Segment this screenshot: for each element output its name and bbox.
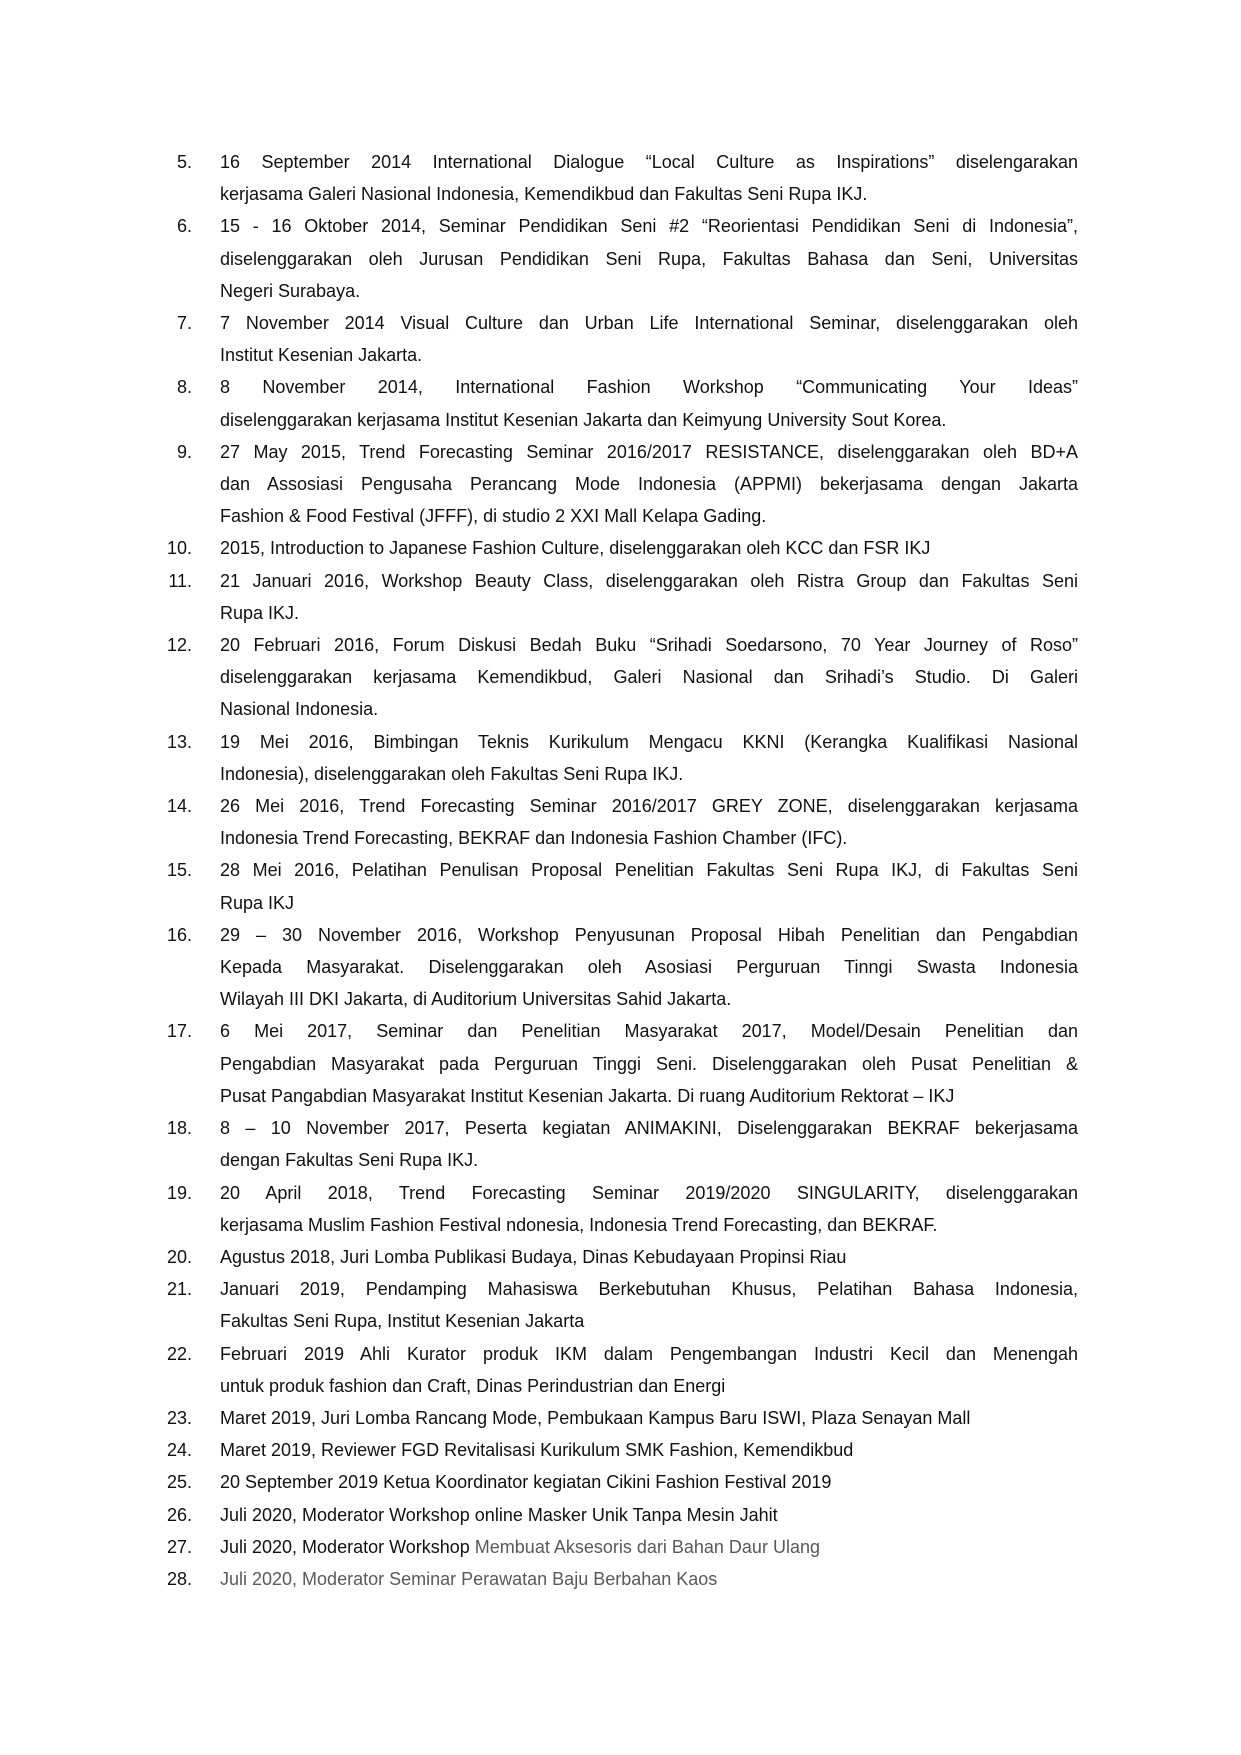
item-text	[220, 146, 1078, 210]
text-segment: 26 Mei 2016, Trend Forecasting Seminar 2016/2017 GREY ZONE, diselenggarakan kerjasama	[220, 796, 1078, 817]
text-line	[220, 1112, 1078, 1144]
text-segment: 29 – 30 November 2016, Workshop Penyusunan Proposal Hibah Penelitian dan Pengabdian	[220, 924, 1078, 945]
item-text	[220, 1531, 1078, 1563]
text-segment: Pusat Pangabdian Masyarakat Institut Kesenian Jakarta. Di ruang Auditorium Rektorat – IKJ	[220, 1085, 955, 1106]
text-line	[220, 436, 1078, 468]
text-line	[220, 1048, 1078, 1080]
text-line	[220, 1370, 1078, 1402]
list-item	[158, 919, 1078, 1016]
item-number: 26.	[166, 1504, 192, 1525]
item-text	[220, 1015, 1078, 1112]
text-line	[220, 1338, 1078, 1370]
muted-text-segment: Juli 2020, Moderator Seminar Perawatan Baju Berbahan Kaos	[220, 1568, 718, 1589]
list-item	[158, 565, 1078, 629]
text-segment: Indonesia Trend Forecasting, BEKRAF dan Indonesia Fashion Chamber (IFC).	[220, 828, 848, 849]
list-item	[158, 146, 1078, 210]
list-item	[158, 210, 1078, 307]
text-line	[220, 565, 1078, 597]
item-number: 12.	[166, 635, 192, 656]
item-number: 6.	[176, 216, 192, 237]
text-segment: Institut Kesenian Jakarta.	[220, 345, 423, 366]
text-line	[220, 726, 1078, 758]
item-number: 18.	[166, 1118, 192, 1139]
text-line	[220, 371, 1078, 403]
text-line	[220, 790, 1078, 822]
item-number: 28.	[166, 1568, 192, 1589]
text-segment: diselenggarakan kerjasama Institut Kesenian Jakarta dan Keimyung University Sout Korea.	[220, 409, 947, 430]
text-line	[220, 1305, 1078, 1337]
item-number: 9.	[176, 441, 192, 462]
list-item	[158, 1015, 1078, 1112]
item-text	[220, 1241, 1078, 1273]
item-number: 11.	[168, 570, 192, 591]
text-line	[220, 468, 1078, 500]
item-text	[220, 1273, 1078, 1337]
item-text	[220, 1338, 1078, 1402]
text-line	[220, 243, 1078, 275]
list-item	[158, 1241, 1078, 1273]
text-segment: 6 Mei 2017, Seminar dan Penelitian Masyarakat 2017, Model/Desain Penelitian dan	[220, 1021, 1078, 1042]
list-item	[158, 1338, 1078, 1402]
item-text	[220, 307, 1078, 371]
item-number: 17.	[166, 1021, 192, 1042]
text-segment: Maret 2019, Reviewer FGD Revitalisasi Kurikulum SMK Fashion, Kemendikbud	[220, 1440, 854, 1461]
list-item	[158, 1112, 1078, 1176]
text-segment: dengan Fakultas Seni Rupa IKJ.	[220, 1150, 479, 1171]
list-item	[158, 1499, 1078, 1531]
text-segment: Rupa IKJ	[220, 892, 295, 913]
text-line	[220, 1466, 1078, 1498]
text-line	[220, 597, 1078, 629]
text-segment: 21 Januari 2016, Workshop Beauty Class, diselenggarakan oleh Ristra Group dan Fakultas Seni	[220, 570, 1078, 591]
text-segment: Juli 2020, Moderator Workshop	[220, 1536, 475, 1557]
text-segment: 15 - 16 Oktober 2014, Seminar Pendidikan Seni #2 “Reorientasi Pendidikan Seni di Indonesia”,	[220, 216, 1078, 237]
text-line	[220, 1402, 1078, 1434]
text-line	[220, 629, 1078, 661]
text-segment: diselenggarakan kerjasama Kemendikbud, Galeri Nasional dan Srihadi’s Studio. Di Galeri	[220, 667, 1078, 688]
text-line	[220, 1177, 1078, 1209]
text-line	[220, 500, 1078, 532]
list-item	[158, 790, 1078, 854]
text-segment: 20 Februari 2016, Forum Diskusi Bedah Buku “Srihadi Soedarsono, 70 Year Journey of Roso”	[220, 635, 1078, 656]
text-segment: Wilayah III DKI Jakarta, di Auditorium Universitas Sahid Jakarta.	[220, 989, 732, 1010]
list-item	[158, 307, 1078, 371]
list-item	[158, 371, 1078, 435]
text-line	[220, 1144, 1078, 1176]
item-text	[220, 210, 1078, 307]
list-item	[158, 532, 1078, 564]
text-segment: Rupa IKJ.	[220, 602, 300, 623]
item-text	[220, 1434, 1078, 1466]
item-number: 23.	[166, 1407, 192, 1428]
item-number: 16.	[166, 924, 192, 945]
list-item	[158, 1177, 1078, 1241]
text-segment: 2015, Introduction to Japanese Fashion Culture, diselenggarakan oleh KCC dan FSR IKJ	[220, 538, 931, 559]
text-line	[220, 661, 1078, 693]
text-line	[220, 1434, 1078, 1466]
item-text	[220, 1499, 1078, 1531]
text-segment: Februari 2019 Ahli Kurator produk IKM dalam Pengembangan Industri Kecil dan Menengah	[220, 1343, 1078, 1364]
text-segment: Juli 2020, Moderator Workshop online Masker Unik Tanpa Mesin Jahit	[220, 1504, 778, 1525]
text-segment: kerjasama Muslim Fashion Festival ndonesia, Indonesia Trend Forecasting, dan BEKRAF.	[220, 1214, 938, 1235]
item-number: 7.	[176, 313, 192, 334]
item-number: 15.	[166, 860, 192, 881]
text-line	[220, 146, 1078, 178]
item-text	[220, 1112, 1078, 1176]
item-text	[220, 565, 1078, 629]
text-segment: Maret 2019, Juri Lomba Rancang Mode, Pembukaan Kampus Baru ISWI, Plaza Senayan Mall	[220, 1407, 971, 1428]
text-line	[220, 339, 1078, 371]
text-line	[220, 758, 1078, 790]
item-text	[220, 371, 1078, 435]
seminar-list	[158, 146, 1078, 1595]
item-text	[220, 919, 1078, 1016]
list-item	[158, 854, 1078, 918]
text-line	[220, 822, 1078, 854]
text-segment: Agustus 2018, Juri Lomba Publikasi Budaya, Dinas Kebudayaan Propinsi Riau	[220, 1246, 847, 1267]
item-text	[220, 1402, 1078, 1434]
text-segment: 27 May 2015, Trend Forecasting Seminar 2016/2017 RESISTANCE, diselenggarakan oleh BD+A	[220, 441, 1078, 462]
text-segment: untuk produk fashion dan Craft, Dinas Perindustrian dan Energi	[220, 1375, 726, 1396]
text-segment: Fashion & Food Festival (JFFF), di studio 2 XXI Mall Kelapa Gading.	[220, 506, 767, 527]
text-segment: Fakultas Seni Rupa, Institut Kesenian Jakarta	[220, 1311, 585, 1332]
list-item	[158, 629, 1078, 726]
text-segment: diselenggarakan oleh Jurusan Pendidikan Seni Rupa, Fakultas Bahasa dan Seni, Universitas	[220, 248, 1078, 269]
text-segment: 8 – 10 November 2017, Peserta kegiatan ANIMAKINI, Diselenggarakan BEKRAF bekerjasama	[220, 1118, 1078, 1139]
item-text	[220, 1177, 1078, 1241]
text-line	[220, 307, 1078, 339]
text-line	[220, 693, 1078, 725]
text-segment: Kepada Masyarakat. Diselenggarakan oleh Asosiasi Perguruan Tinngi Swasta Indonesia	[220, 957, 1078, 978]
text-segment: 20 September 2019 Ketua Koordinator kegiatan Cikini Fashion Festival 2019	[220, 1472, 832, 1493]
text-line	[220, 178, 1078, 210]
item-number: 19.	[166, 1182, 192, 1203]
list-item	[158, 1434, 1078, 1466]
text-line	[220, 1241, 1078, 1273]
list-item	[158, 1273, 1078, 1337]
text-line	[220, 887, 1078, 919]
item-text	[220, 629, 1078, 726]
item-number: 5.	[176, 152, 192, 172]
item-text	[220, 532, 1078, 564]
text-line	[220, 1273, 1078, 1305]
text-line	[220, 210, 1078, 242]
text-segment: dan Assosiasi Pengusaha Perancang Mode Indonesia (APPMI) bekerjasama dengan Jakarta	[220, 474, 1078, 495]
item-text	[220, 1563, 1078, 1595]
text-line	[220, 1499, 1078, 1531]
item-number: 22.	[166, 1343, 192, 1364]
text-line	[220, 275, 1078, 307]
list-item	[158, 726, 1078, 790]
list-item	[158, 436, 1078, 533]
text-line	[220, 1209, 1078, 1241]
item-number: 10.	[166, 538, 192, 559]
text-line	[220, 919, 1078, 951]
text-segment: 20 April 2018, Trend Forecasting Seminar 2019/2020 SINGULARITY, diselenggarakan	[220, 1182, 1078, 1203]
item-text	[220, 436, 1078, 533]
text-segment: Negeri Surabaya.	[220, 280, 361, 301]
item-number: 25.	[166, 1472, 192, 1493]
item-number: 8.	[176, 377, 192, 398]
text-segment: 7 November 2014 Visual Culture dan Urban Life International Seminar, diselenggarakan oleh	[220, 313, 1078, 334]
list-item	[158, 1563, 1078, 1595]
text-line	[220, 1531, 1078, 1563]
text-segment: Nasional Indonesia.	[220, 699, 379, 720]
muted-text-segment: Membuat Aksesoris dari Bahan Daur Ulang	[474, 1536, 820, 1557]
text-segment: 8 November 2014, International Fashion Workshop “Communicating Your Ideas”	[220, 377, 1078, 398]
text-line	[220, 1080, 1078, 1112]
text-segment: 19 Mei 2016, Bimbingan Teknis Kurikulum Mengacu KKNI (Kerangka Kualifikasi Nasional	[220, 731, 1078, 752]
item-text	[220, 1466, 1078, 1498]
item-text	[220, 790, 1078, 854]
text-line	[220, 854, 1078, 886]
item-number: 14.	[166, 796, 192, 817]
text-segment: kerjasama Galeri Nasional Indonesia, Kemendikbud dan Fakultas Seni Rupa IKJ.	[220, 184, 868, 205]
text-line	[220, 1015, 1078, 1047]
text-segment: 28 Mei 2016, Pelatihan Penulisan Proposal Penelitian Fakultas Seni Rupa IKJ, di Fakultas Seni	[220, 860, 1078, 881]
text-segment: Pengabdian Masyarakat pada Perguruan Tinggi Seni. Diselenggarakan oleh Pusat Penelitian &	[220, 1053, 1078, 1074]
text-segment: Indonesia), diselenggarakan oleh Fakultas Seni Rupa IKJ.	[220, 763, 684, 784]
item-number: 13.	[166, 731, 192, 752]
item-number: 20.	[166, 1246, 192, 1267]
text-line	[220, 532, 1078, 564]
text-line	[220, 951, 1078, 983]
item-number: 21.	[166, 1279, 192, 1300]
item-number: 27.	[166, 1536, 192, 1557]
text-line	[220, 1563, 1078, 1595]
text-line	[220, 404, 1078, 436]
item-text	[220, 726, 1078, 790]
list-item	[158, 1402, 1078, 1434]
text-segment: 16 September 2014 International Dialogue “Local Culture as Inspirations” diselengarakan	[220, 152, 1078, 172]
list-item	[158, 1531, 1078, 1563]
list-item	[158, 1466, 1078, 1498]
item-number: 24.	[166, 1440, 192, 1461]
item-text	[220, 854, 1078, 918]
text-segment: Januari 2019, Pendamping Mahasiswa Berkebutuhan Khusus, Pelatihan Bahasa Indonesia,	[220, 1279, 1078, 1300]
text-line	[220, 983, 1078, 1015]
